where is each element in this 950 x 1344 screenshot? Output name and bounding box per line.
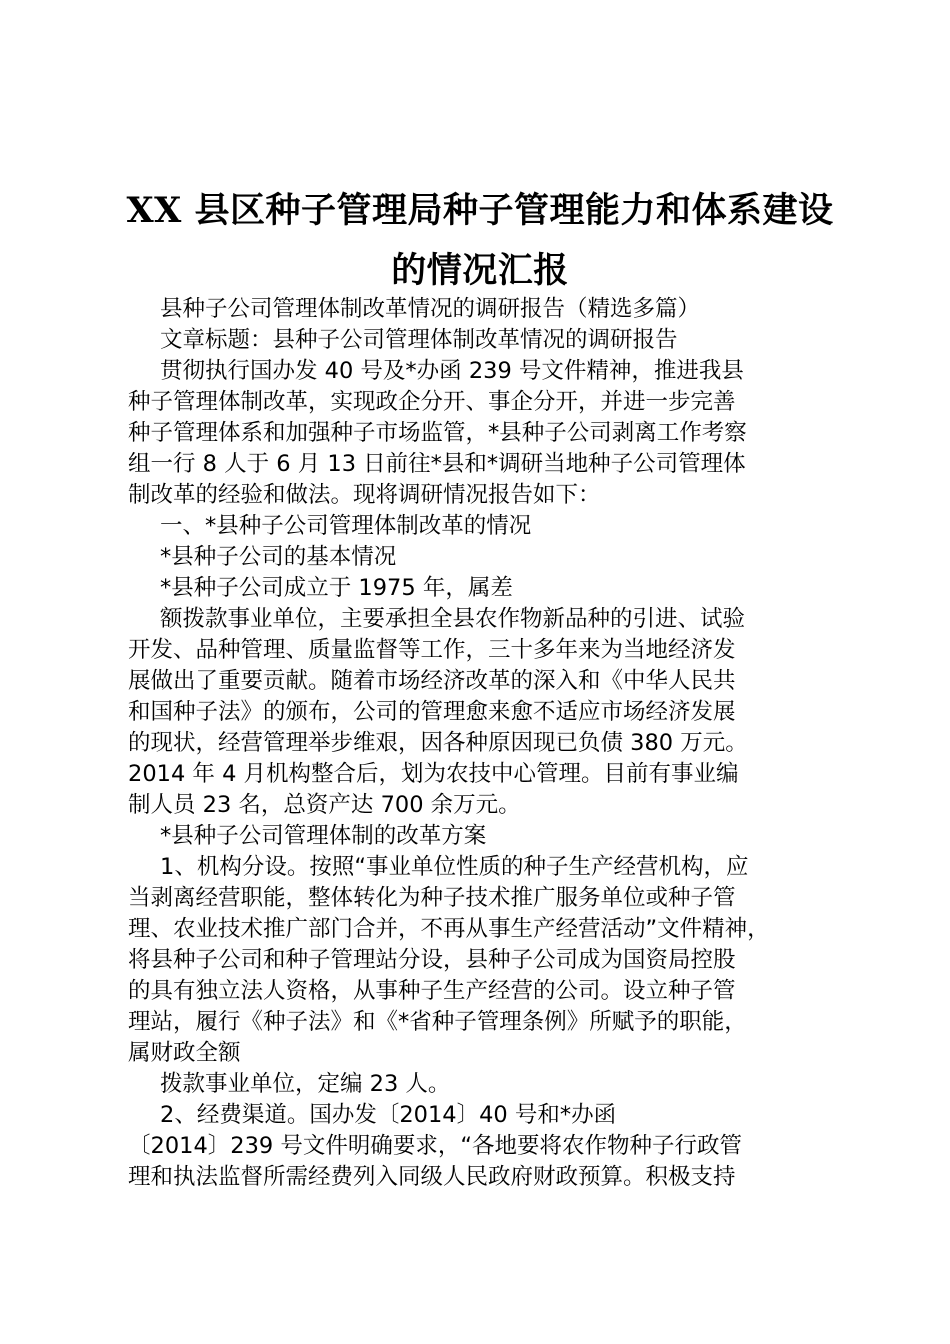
- document-title-line-2: 的情况汇报: [391, 251, 569, 291]
- body-line: 种子管理体制改革，实现政企分开、事企分开，并进一步完善: [128, 389, 736, 415]
- body-line: 制人员 23 名，总资产达 700 余万元。: [128, 792, 521, 818]
- body-line: 展做出了重要贡献。随着市场经济改革的深入和《中华人民共: [128, 668, 736, 694]
- title-prefix: XX: [126, 190, 182, 231]
- body-line: *县种子公司的基本情况: [160, 544, 397, 570]
- body-line: 开发、品种管理、质量监督等工作，三十多年来为当地经济发: [128, 637, 736, 663]
- body-line: 当剥离经营职能，整体转化为种子技术推广服务单位或种子管: [128, 885, 736, 911]
- body-line: *县种子公司成立于 1975 年，属差: [160, 575, 513, 601]
- body-line: 1、机构分设。按照“事业单位性质的种子生产经营机构，应: [160, 854, 749, 880]
- body-line: 制改革的经验和做法。现将调研情况报告如下：: [128, 482, 601, 508]
- body-line: 的现状，经营管理举步维艰，因各种原因现已负债 380 万元。: [128, 730, 748, 756]
- body-line: 2014 年 4 月机构整合后，划为农技中心管理。目前有事业编: [128, 761, 739, 787]
- body-line: 〔2014〕239 号文件明确要求，“各地要将农作物种子行政管: [128, 1133, 743, 1159]
- body-line: 理站，履行《种子法》和《*省种子管理条例》所赋予的职能，: [128, 1009, 747, 1035]
- body-line: 额拨款事业单位，主要承担全县农作物新品种的引进、试验: [160, 606, 746, 632]
- body-line: 县种子公司管理体制改革情况的调研报告（精选多篇）: [160, 296, 701, 322]
- body-line: 将县种子公司和种子管理站分设，县种子公司成为国资局控股: [128, 947, 736, 973]
- body-line: 的具有独立法人资格，从事种子生产经营的公司。设立种子管: [128, 978, 736, 1004]
- document-title-line-1: [100, 183, 860, 233]
- document-body: [128, 294, 838, 1193]
- body-line: 2、经费渠道。国办发〔2014〕40 号和*办函: [160, 1102, 617, 1128]
- body-line: 组一行 8 人于 6 月 13 日前往*县和*调研当地种子公司管理体: [128, 451, 746, 477]
- body-line: 理和执法监督所需经费列入同级人民政府财政预算。积极支持: [128, 1164, 736, 1190]
- body-line: *县种子公司管理体制的改革方案: [160, 823, 487, 849]
- body-line: 拨款事业单位，定编 23 人。: [160, 1071, 451, 1097]
- body-line: 贯彻执行国办发 40 号及*办函 239 号文件精神，推进我县: [160, 358, 744, 384]
- body-line: 种子管理体系和加强种子市场监管，*县种子公司剥离工作考察: [128, 420, 747, 446]
- title-text: 县区种子管理局种子管理能力和体系建设: [181, 191, 834, 231]
- body-line: 一、*县种子公司管理体制改革的情况: [160, 513, 532, 539]
- body-line: 理、农业技术推广部门合并，不再从事生产经营活动”文件精神，: [128, 916, 770, 942]
- body-line: 和国种子法》的颁布，公司的管理愈来愈不适应市场经济发展: [128, 699, 736, 725]
- body-line: 文章标题：县种子公司管理体制改革情况的调研报告: [160, 327, 678, 353]
- body-line: 属财政全额: [128, 1040, 241, 1066]
